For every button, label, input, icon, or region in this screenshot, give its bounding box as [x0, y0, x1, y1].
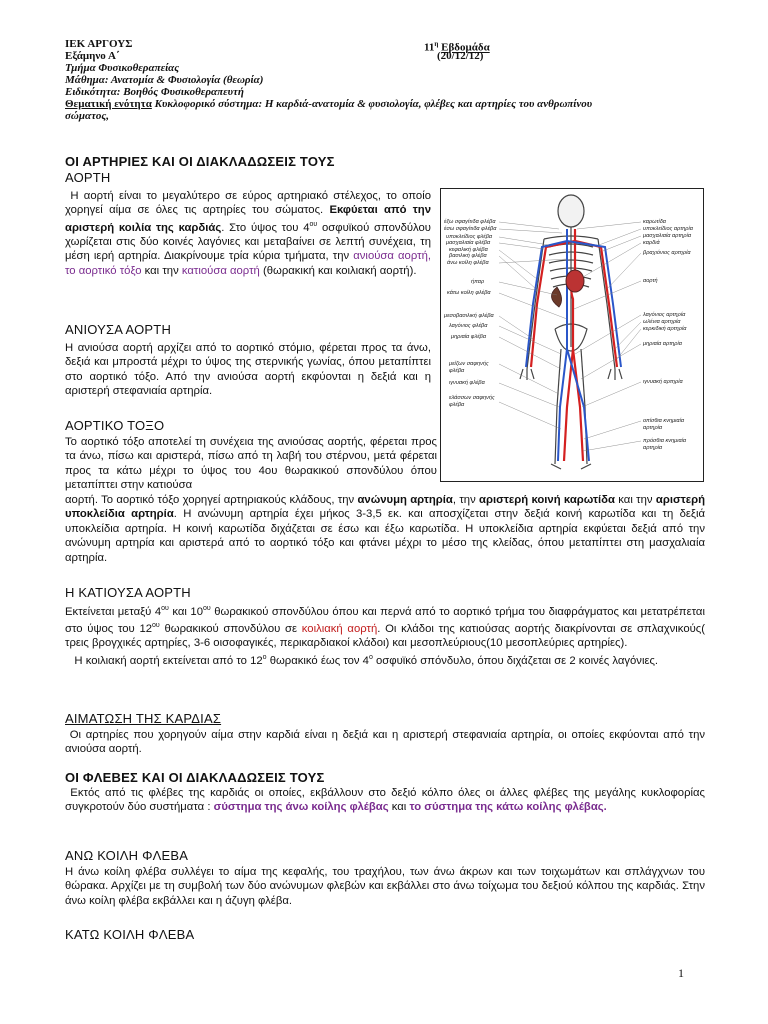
label-axillary-artery: μασχαλιαία αρτηρία [643, 233, 692, 239]
subsection-inferior-vena-cava: ΚΑΤΩ ΚΟΙΛΗ ΦΛΕΒΑ [65, 927, 195, 942]
label-femoral-artery: μηριαία αρτηρία [643, 341, 682, 347]
label-anterior-tibial-artery: πρόσθια κνημιαία αρτηρία [643, 438, 687, 451]
label-radial-artery: κερκιδική αρτηρία [643, 326, 687, 332]
label-median-basilic-vein: μεσοβασιλική φλέβα [444, 313, 494, 319]
subsection-superior-vena-cava: ΑΝΩ ΚΟΙΛΗ ΦΛΕΒΑ [65, 848, 189, 863]
paragraph-veins: Εκτός από τις φλέβες της καρδιάς οι οποίες, εκβάλλουν στο δεξιό κόλπο όλες οι άλλες φλέβες της μεγάλης κυκλοφορίας συγκροτούν δύο συστήματα : σύστημα της άνω κοίλης φλέβας και το σύστημα της κάτω κοίλης φλέβας. [65, 787, 706, 814]
label-aorta: αορτή [643, 278, 658, 284]
semester: Εξάμηνο Α΄ [65, 50, 120, 62]
label-ulnar-artery: ωλένια αρτηρία [643, 319, 681, 325]
label-popliteal-artery: ιγνυακή αρτηρία [643, 379, 683, 385]
page-number: 1 [678, 966, 684, 980]
label-heart: καρδιά [643, 240, 660, 246]
label-femoral-vein: μηριαία φλέβα [451, 334, 487, 340]
topic-cont: σώματος, [65, 110, 109, 122]
circulatory-system-figure [440, 188, 704, 482]
paragraph-aorta: Η αορτή είναι το μεγαλύτερο σε εύρος αρτηριακό στέλεχος, το οποίο χορηγεί αίμα σε όλες τις αρτηρίες του σώματος. Εκφύεται από την αριστερή κοιλία της καρδιάς. Στο ύψος του $4^{o\upsilon}$ οσφυϊκού σπονδύλου χωρίζεται στις δύο κοινές λαγόνιες και μεταβαίνει σε λεπτή συνέχεια, τη μέση ιερή αρτηρία. Διακρίνουμε τρία κύρια τμήματα, την ανιούσα αορτή, το αορτικό τόξο και την κατιούσα αορτή (θωρακική και κοιλιακή αορτή). [65, 190, 431, 277]
department: Τμήμα Φυσικοθεραπείας [65, 62, 180, 74]
subsection-ascending-aorta: ΑΝΙΟΥΣΑ ΑΟΡΤΗ [65, 322, 172, 337]
section-title-veins: ΟΙ ΦΛΕΒΕΣ ΚΑΙ ΟΙ ΔΙΑΚΛΑΔΩΣΕΙΣ ΤΟΥΣ [65, 770, 325, 785]
label-axillary-vein: μασχαλιαία φλέβα [446, 240, 491, 246]
label-inferior-vena-cava: κάτω κοίλη φλέβα [447, 290, 491, 296]
specialty: Ειδικότητα: Βοηθός Φυσικοθεραπευτή [65, 86, 244, 98]
label-brachial-artery: βραχιόνιος αρτηρία [643, 250, 691, 256]
subsection-aorta: ΑΟΡΤΗ [65, 170, 111, 185]
label-internal-jugular: έσω σφαγίτιδα φλέβα [444, 226, 497, 232]
label-basilic-vein: βασιλική φλέβα [449, 253, 487, 259]
label-external-jugular: έξω σφαγίτιδα φλέβα [444, 219, 496, 225]
label-great-saphenous-vein: μείζων σαφηνής φλέβα [449, 361, 489, 374]
date: (20/12/12) [437, 50, 484, 62]
paragraph-aortic-arch-2: αορτή. Το αορτικό τόξο χορηγεί αρτηριακούς κλάδους, την ανώνυμη αρτηρία, την αριστερή κοινή καρωτίδα και την αριστερή υποκλείδια αρτηρία. Η ανώνυμη αρτηρία έχει μήκος 3-3,5 εκ. και αποσχίζεται στην δεξιά κοινή καρωτίδα και τη δεξιά υποκλείδια αρτηρία. Η κοινή καρωτίδα διχάζεται σε έσω και έξω καρωτίδα. Η υποκλείδια αρτηρία εκφύεται δεξιά από την ανώνυμη αρτηρία και αριστερά από το αορτικό τόξο και φτάνει μέχρι το μέσο της κλείδας, όπου μεταπίπτει στη μασχαλιαία αρτηρία. [65, 494, 705, 564]
course: Μάθημα: Ανατομία & Φυσιολογία (θεωρία) [65, 74, 264, 86]
topic: Θεματική ενότητα Κυκλοφορικό σύστημα: Η καρδιά-ανατομία & φυσιολογία, φλέβες και αρτηρίες του ανθρωπίνου [65, 98, 593, 110]
label-cephalic-vein: κεφαλική φλέβα [449, 247, 488, 253]
paragraph-descending-aorta: Εκτείνεται μεταξύ $4^{o\upsilon}$ και $10^{o\upsilon}$ θωρακικού σπονδύλου όπου και περνά από το αορτικό τρήμα του διαφράγματος και μετατρέπεται στο ύψος του $12^{o\upsilon}$ θωρακικού σπονδύλου σε κοιλιακή αορτή. Οι κλάδοι της κατιούσας αορτής διακρίνονται σε σπλαχνικούς( τρεις βρογχικές αρτηρίες, 3-6 οισοφαγικές, περικαρδιακοί κλάδοι) και μεσοπλεύριους(10 μεσοπλεύριες αρτηρίες). Η κοιλιακή αορτή εκτείνεται από το $12^o$ θωρακικό έως τον $4^o$ οσφυϊκό σπόνδυλο, όπου διχάζεται σε 2 κοινές λαγόνιες. [65, 605, 705, 667]
label-liver: ήπαρ [471, 279, 485, 285]
paragraph-ascending-aorta: Η ανιούσα αορτή αρχίζει από το αορτικό στόμιο, φέρεται προς τα άνω, δεξιά και μπροστά μέχρι το ύψος της στερνικής γωνίας, όπου μεταπίπτει στο αορτικό τόξο. Από την ανιούσα αορτή εκφύονται η δεξιά και η αριστερή στεφανιαία αρτηρία. [65, 342, 431, 398]
label-iliac-vein: λαγόνιος φλέβα [449, 323, 488, 329]
subsection-heart-blood-supply: ΑΙΜΑΤΩΣΗ ΤΗΣ ΚΑΡΔΙΑΣ [65, 711, 222, 726]
paragraph-aortic-arch-1: Το αορτικό τόξο αποτελεί τη συνέχεια της ανιούσας αορτής, φέρεται προς τα άνω, πίσω και αριστερά, πίσω από τη λαβή του στέρνου, μετά φέρεται προς τα κάτω μέχρι το ύψος του 4ου θωρακικού σπονδύλου όπου μεταπίπτει στην κατιούσα [65, 436, 437, 492]
label-superior-vena-cava: άνω κοίλη φλέβα [447, 260, 489, 266]
subsection-aortic-arch: ΑΟΡΤΙΚΟ ΤΟΞΟ [65, 418, 165, 433]
subsection-descending-aorta: Η ΚΑΤΙΟΥΣΑ ΑΟΡΤΗ [65, 585, 191, 600]
paragraph-superior-vena-cava: Η άνω κοίλη φλέβα συλλέγει το αίμα της κεφαλής, του τραχήλου, των άνω άκρων και των τοιχωμάτων και σπλάγχνων του θώρακα. Αρχίζει με τη συμβολή των δύο ανώνυμων φλεβών και εκβάλλει στο άνω τοίχωμα του δεξιού κόλπου της καρδιάς. Στην άνω κοίλη φλέβα εκβάλλει και η άζυγη φλέβα. [65, 866, 705, 907]
label-carotid: καρωτίδα [643, 219, 666, 225]
paragraph-heart-blood-supply: Οι αρτηρίες που χορηγούν αίμα στην καρδιά είναι η δεξιά και η αριστερή στεφανιαία αρτηρία, οι οποίες εκφύονται από την ανιούσα αορτή. [65, 729, 705, 756]
week-indicator: $11^\eta$ Εβδομάδα [424, 40, 490, 54]
label-popliteal-vein: ιγνυακή φλέβα [449, 380, 485, 386]
label-iliac-artery: λαγόνιος αρτηρία [643, 312, 686, 318]
label-subclavian-vein: υποκλείδιος φλέβα [446, 234, 493, 240]
section-title-arteries: ΟΙ ΑΡΤΗΡΙΕΣ ΚΑΙ ΟΙ ΔΙΑΚΛΑΔΩΣΕΙΣ ΤΟΥΣ [65, 154, 335, 169]
label-posterior-tibial-artery: οπίσθια κνημιαία αρτηρία [643, 418, 685, 431]
school-name: ΙΕΚ ΑΡΓΟΥΣ [65, 38, 133, 50]
label-small-saphenous-vein: ελάσσων σαφηνής φλέβα [449, 395, 495, 408]
label-subclavian-artery: υποκλείδιος αρτηρία [643, 226, 693, 232]
